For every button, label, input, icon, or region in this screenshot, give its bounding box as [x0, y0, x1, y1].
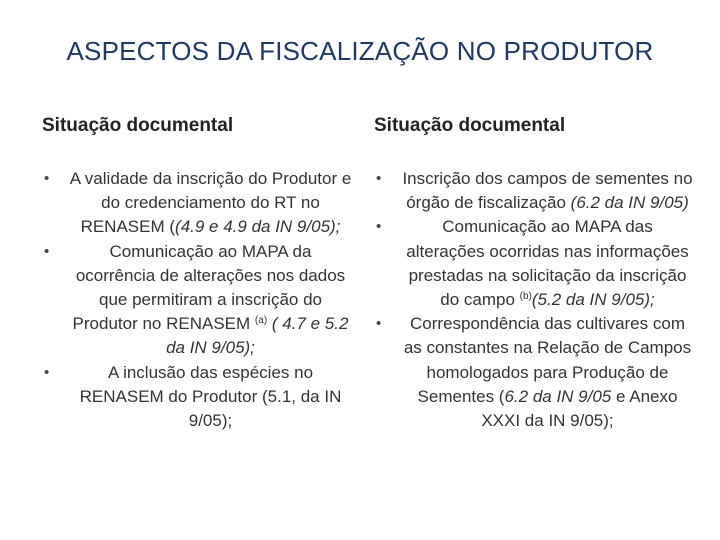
left-column-heading: Situação documental — [42, 115, 234, 136]
right-column-heading: Situação documental — [374, 115, 566, 136]
item-text: Correspondência das cultivares com as constantes na Relação de Campos homologados para Produção de Sementes ( — [403, 314, 692, 406]
list-item — [42, 361, 352, 434]
bullet-icon: • — [44, 363, 50, 381]
item-reference: (4.9 e 4.9 da IN 9/05); — [175, 217, 341, 237]
item-reference: (6.2 da IN 9/05) — [570, 193, 689, 213]
item-reference: (5.2 da IN 9/05); — [531, 290, 655, 310]
bullet-icon: • — [376, 170, 382, 187]
right-column — [374, 115, 694, 433]
item-text: A validade da inscrição do Produtor e do credenciamento do RT no RENASEM ( — [69, 169, 352, 237]
item-text: Comunicação ao MAPA das alterações ocorridas nas informações prestadas na solicitação da inscrição do campo — [406, 217, 689, 310]
list-item — [374, 167, 694, 215]
right-bullet-list — [374, 167, 694, 433]
list-item — [42, 167, 352, 240]
item-text: Inscrição dos campos de sementes no órgão de fiscalização — [402, 169, 693, 213]
bullet-icon: • — [376, 218, 382, 236]
item-text: A inclusão das espécies no RENASEM do Produtor (5.1, da IN 9/05); — [79, 362, 342, 431]
item-reference: ( 4.7 e 5.2 da IN 9/05); — [166, 314, 349, 358]
list-item — [374, 312, 694, 433]
bullet-icon: • — [44, 170, 50, 187]
list-item — [374, 215, 694, 312]
item-reference: 6.2 da IN 9/05 — [504, 386, 612, 406]
bullet-icon: • — [44, 242, 50, 260]
list-item — [42, 240, 352, 361]
bullet-icon: • — [376, 315, 382, 333]
footnote-marker: (a) — [254, 315, 268, 327]
left-bullet-list — [42, 167, 352, 433]
item-text: Comunicação ao MAPA da ocorrência de alterações nos dados que permitiram a inscrição do Produtor no RENASEM — [72, 241, 346, 334]
footnote-marker: (b) — [519, 291, 532, 303]
left-column — [42, 115, 352, 433]
slide-title: ASPECTOS DA FISCALIZAÇÃO NO PRODUTOR — [66, 36, 654, 66]
item-text-tail: e Anexo XXXI da IN 9/05); — [481, 386, 678, 431]
